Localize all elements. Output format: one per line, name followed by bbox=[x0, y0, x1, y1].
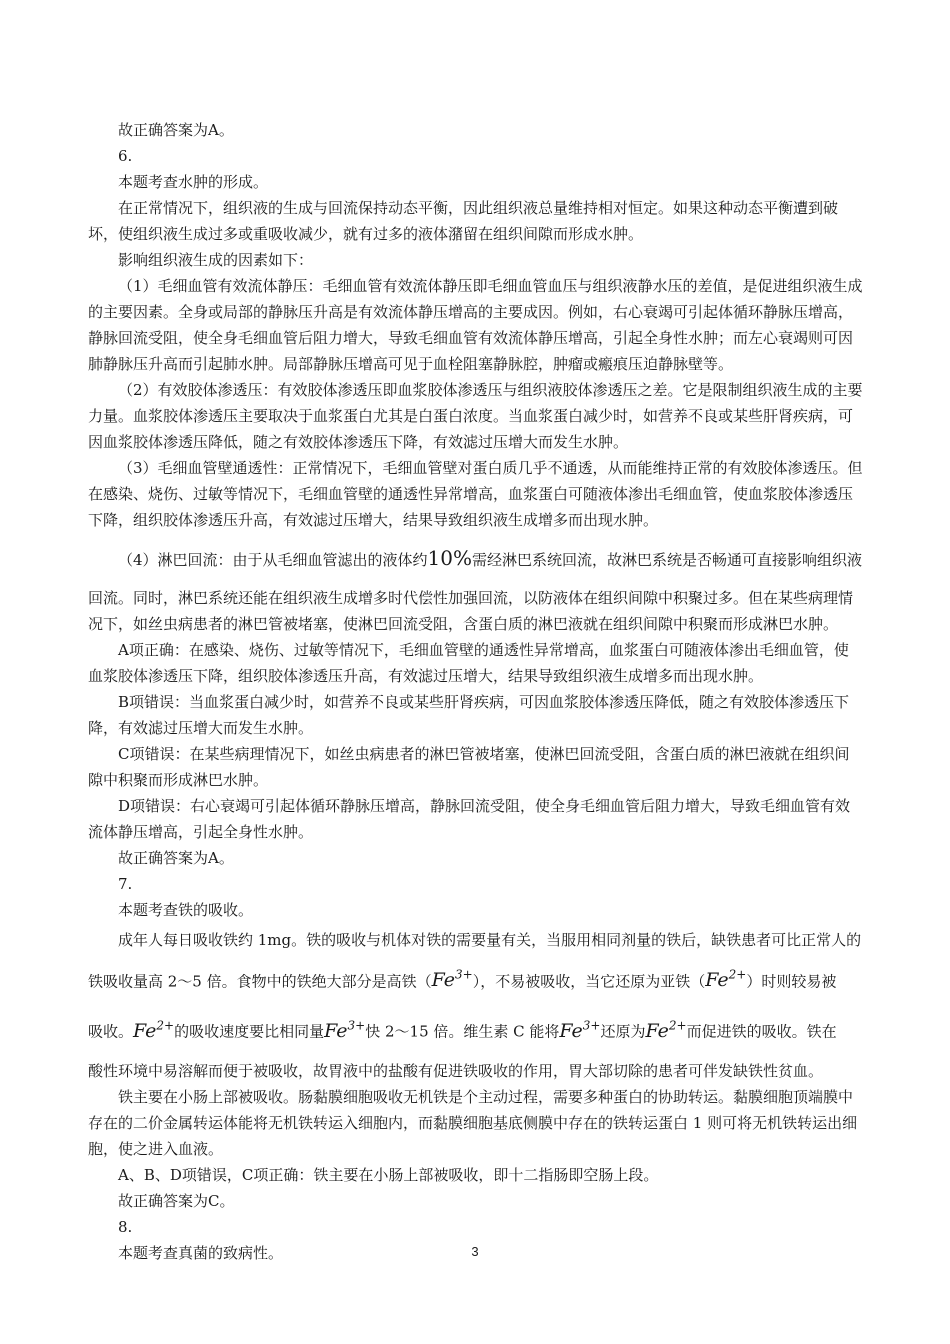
paragraph: 铁主要在小肠上部被吸收。肠黏膜细胞吸收无机铁是个主动过程，需要多种蛋白的协助转运。黏膜细胞顶端膜中存在的二价金属转运体能将无机铁转运入细胞内，而黏膜细胞基底侧膜中存在的铁转运蛋白 1 则可将无机铁转运出细胞，使之进入血液。 bbox=[88, 1087, 858, 1158]
iron-line-2 bbox=[88, 957, 863, 999]
question-topic: 本题考查铁的吸收。 bbox=[118, 901, 254, 919]
question-number: 8. bbox=[118, 1217, 133, 1236]
page-body bbox=[88, 117, 863, 1266]
fe2-formula bbox=[133, 1020, 174, 1042]
factor-4 bbox=[88, 541, 863, 577]
answer-line: 故正确答案为A。 bbox=[118, 121, 234, 139]
question-number: 6. bbox=[118, 147, 133, 165]
fe-symbol: Fe bbox=[705, 969, 729, 992]
iron-line-4: 酸性环境中易溶解而便于被吸收，故胃液中的盐酸有促进铁吸收的作用，胃大部切除的患者可伴发缺铁性贫血。 bbox=[88, 1061, 824, 1080]
option-c-explanation: C项错误：在某些病理情况下，如丝虫病患者的淋巴管被堵塞，使淋巴回流受阻，含蛋白质的淋巴液就在组织间隙中积聚而形成淋巴水肿。 bbox=[88, 745, 850, 789]
page-number: 3 bbox=[471, 1244, 479, 1259]
iron-text: 的吸收速度要比相同量 bbox=[174, 1022, 325, 1041]
question-number: 7. bbox=[118, 875, 133, 893]
ten-percent: 10% bbox=[427, 546, 472, 570]
paragraph: 影响组织液生成的因素如下： bbox=[118, 251, 314, 269]
iron-line-1: 成年人每日吸收铁约 1mg。铁的吸收与机体对铁的需要量有关，当服用相同剂量的铁后，缺铁患者可比正常人的 bbox=[118, 931, 862, 949]
iron-text: 铁吸收量高 2～5 倍。食物中的铁绝大部分是高铁（ bbox=[88, 972, 432, 991]
paragraph: 在正常情况下，组织液的生成与回流保持动态平衡，因此组织液总量维持相对恒定。如果这种动态平衡遭到破坏，使组织液生成过多或重吸收减少，就有过多的液体潴留在组织间隙而形成水肿。 bbox=[88, 199, 839, 243]
fe3-charge: 3+ bbox=[582, 1018, 601, 1033]
fe3-charge: 3+ bbox=[455, 968, 473, 982]
factor-4-continued: 回流。同时，淋巴系统还能在组织液生成增多时代偿性加强回流，以防液体在组织间隙中积聚过多。但在某些病理情况下，如丝虫病患者的淋巴管被堵塞，使淋巴回流受阻，含蛋白质的淋巴液就在组织间隙中积聚而形成淋巴水肿。 bbox=[88, 589, 854, 633]
fe3-formula bbox=[432, 969, 473, 991]
fe2-charge: 2+ bbox=[156, 1018, 175, 1033]
iron-text: 吸收。 bbox=[88, 1022, 134, 1041]
answer-line: 故正确答案为C。 bbox=[118, 1191, 235, 1210]
fe3-charge: 3+ bbox=[347, 1018, 366, 1033]
fe-symbol: Fe bbox=[645, 1019, 669, 1042]
fe2-charge: 2+ bbox=[668, 1018, 687, 1033]
factor-2: （2）有效胶体渗透压：有效胶体渗透压即血浆胶体渗透压与组织液胶体渗透压之差。它是限制组织液生成的主要力量。血浆胶体渗透压主要取决于血浆蛋白尤其是白蛋白浓度。当血浆蛋白减少时，如营养不良或某些肝肾疾病，可因血浆胶体渗透压降低，随之有效胶体渗透压下降，有效滤过压增大而发生水肿。 bbox=[88, 381, 863, 451]
fe3-formula bbox=[324, 1020, 365, 1042]
factor-3: （3）毛细血管壁通透性：正常情况下，毛细血管壁对蛋白质几乎不通透，从而能维持正常的有效胶体渗透压。但在感染、烧伤、过敏等情况下，毛细血管壁的通透性异常增高，血浆蛋白可随液体渗出毛细血管，使血浆胶体渗透压下降，组织胶体渗透压升高，有效滤过压增大，结果导致组织液生成增多而出现水肿。 bbox=[88, 459, 863, 529]
fe2-formula bbox=[705, 969, 746, 991]
factor-4-text-a: （4）淋巴回流：由于从毛细血管滤出的液体约 bbox=[118, 551, 428, 569]
factor-1: （1）毛细血管有效流体静压：毛细血管有效流体静压即毛细血管血压与组织液静水压的差值，是促进组织液生成的主要因素。全身或局部的静脉压升高是有效流体静压增高的主要成因。例如，右心衰竭可引起体循环静脉压增高，静脉回流受阻，使全身毛细血管后阻力增大，导致毛细血管有效流体静压增高，引起全身性水肿；而左心衰竭则可因肺静脉压升高而引起肺水肿。局部静脉压增高可见于血栓阻塞静脉腔，肿瘤或瘢痕压迫静脉壁等。 bbox=[88, 277, 863, 373]
fe2-formula bbox=[646, 1020, 687, 1042]
iron-line-3 bbox=[88, 1007, 863, 1049]
factor-4-text-b: 需经淋巴系统回流，故淋巴系统是否畅通可直接影响组织液 bbox=[472, 551, 863, 569]
option-d-explanation: D项错误：右心衰竭可引起体循环静脉压增高，静脉回流受阻，使全身毛细血管后阻力增大，导致毛细血管有效流体静压增高，引起全身性水肿。 bbox=[88, 797, 851, 841]
fe3-formula bbox=[559, 1020, 600, 1042]
question-topic: 本题考查水肿的形成。 bbox=[118, 173, 269, 191]
fe-symbol: Fe bbox=[559, 1019, 583, 1042]
fe-symbol: Fe bbox=[431, 969, 456, 992]
option-a-explanation: A项正确：在感染、烧伤、过敏等情况下，毛细血管壁的通透性异常增高，血浆蛋白可随液体渗出毛细血管，使血浆胶体渗透压下降，组织胶体渗透压升高，有效滤过压增大，结果导致组织液生成增多而出现水肿。 bbox=[88, 641, 849, 685]
fe-symbol: Fe bbox=[133, 1019, 157, 1042]
option-b-explanation: B项错误：当血浆蛋白减少时，如营养不良或某些肝肾疾病，可因血浆胶体渗透压降低，随之有效胶体渗透压下降，有效滤过压增大而发生水肿。 bbox=[88, 693, 850, 737]
iron-text: ），不易被吸收，当它还原为亚铁（ bbox=[472, 972, 706, 991]
iron-text: ）时则较易被 bbox=[746, 972, 837, 991]
iron-text: 还原为 bbox=[600, 1022, 646, 1041]
iron-text: 快 2～15 倍。维生素 C 能将 bbox=[365, 1022, 560, 1041]
fe-symbol: Fe bbox=[324, 1019, 348, 1042]
iron-text: 而促进铁的吸收。铁在 bbox=[686, 1022, 837, 1041]
answer-line: 故正确答案为A。 bbox=[118, 849, 234, 867]
options-explanation: A、B、D项错误，C项正确：铁主要在小肠上部被吸收，即十二指肠即空肠上段。 bbox=[118, 1165, 659, 1184]
question-topic: 本题考查真菌的致病性。 bbox=[118, 1243, 284, 1262]
fe2-charge: 2+ bbox=[728, 968, 747, 982]
